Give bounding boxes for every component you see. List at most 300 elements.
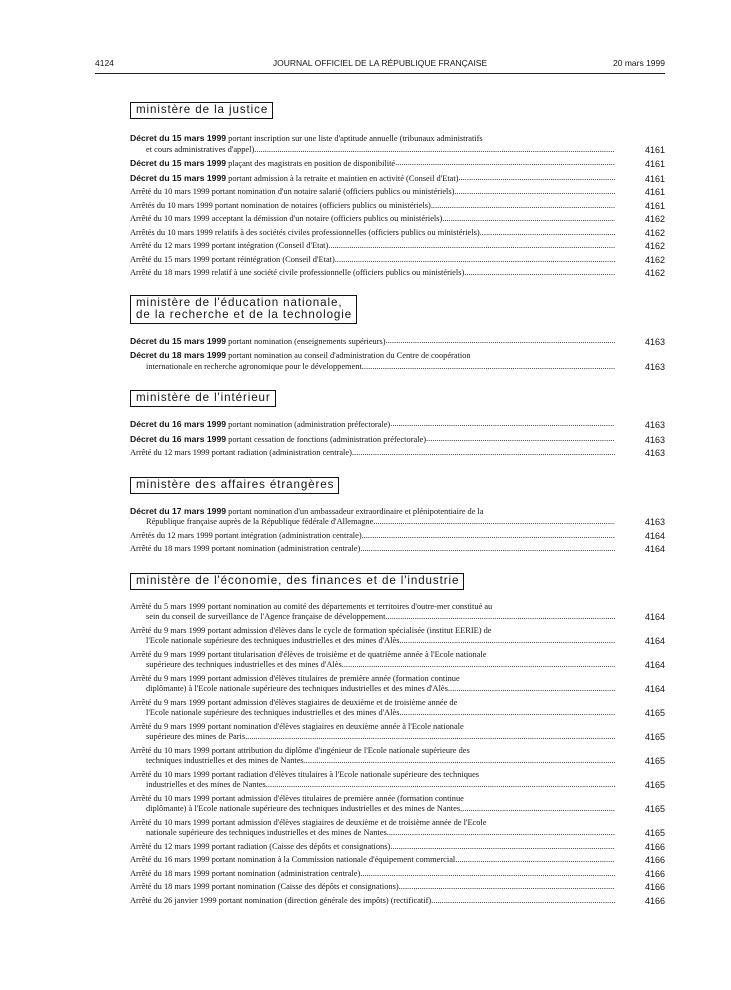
- page-reference: 4163: [644, 434, 665, 445]
- toc-entry: [130, 158, 665, 170]
- entry-text: [130, 133, 615, 155]
- entry-line-text: [130, 746, 470, 755]
- entry-text: [130, 201, 615, 212]
- entry-description: plaçant des magistrats en position de disponibilité: [226, 159, 396, 168]
- entry-description: Arrêté du 26 janvier 1999 portant nomination (direction générale des impôts) (rectificatif): [130, 895, 432, 905]
- leader-dots: [362, 362, 615, 373]
- toc-entry: [130, 531, 665, 542]
- entry-description: portant inscription sur une liste d'aptitude annuelle (tribunaux administratifs: [226, 134, 483, 143]
- entry-line-text: [146, 145, 254, 156]
- entry-text: [130, 602, 615, 623]
- entry-line-text: [130, 698, 457, 707]
- entry-line-text: [130, 722, 464, 731]
- entry-line-text: [146, 828, 387, 839]
- entry-description: diplômante) à l'Ecole nationale supérieure des techniques industrielles et des mines de Nantes: [146, 804, 461, 813]
- page-reference: 4166: [644, 868, 665, 879]
- entry-text: [130, 869, 615, 880]
- toc-entry: [130, 133, 665, 155]
- page-header: [95, 58, 665, 70]
- page-reference: 4163: [644, 420, 665, 430]
- entry-description: Arrêté du 12 mars 1999 portant intégration (Conseil d'Etat): [130, 241, 329, 250]
- entry-line-text: [146, 636, 400, 647]
- entry-description: Arrêté du 18 mars 1999 portant nomination (administration centrale): [130, 868, 361, 878]
- leader-dots: [454, 187, 615, 198]
- leader-dots: [480, 228, 615, 239]
- entry-line: [130, 746, 615, 757]
- toc-entry: [130, 842, 665, 853]
- entry-line: [130, 780, 615, 791]
- entry-line: [130, 660, 615, 671]
- entry-line-text: [130, 419, 390, 431]
- toc-entry: [130, 434, 665, 446]
- leader-dots: [400, 636, 616, 647]
- entry-text: [130, 794, 615, 815]
- entry-text: [130, 650, 615, 671]
- entry-line: [130, 612, 615, 623]
- leader-dots: [328, 241, 615, 252]
- page-reference: 4165: [644, 708, 665, 718]
- leader-dots: [426, 434, 615, 446]
- page-reference: 4162: [644, 268, 665, 278]
- entry-line-text: [130, 855, 455, 866]
- toc-entry: [130, 794, 665, 815]
- entry-line-text: [146, 362, 362, 373]
- entry-line-text: [130, 602, 492, 611]
- page-reference: 4163: [644, 517, 665, 527]
- entry-line-text: [130, 201, 431, 212]
- leader-dots: [390, 842, 615, 853]
- entry-line: [130, 626, 615, 637]
- entry-line-text: [146, 804, 460, 815]
- entry-line: [130, 896, 615, 907]
- leader-dots: [464, 268, 615, 279]
- ministry-heading-line: ministère de l'éducation nationale,: [136, 295, 343, 309]
- entry-description: nationale supérieure des techniques industrielles et des mines de Nantes: [146, 828, 387, 837]
- page-reference: 4162: [644, 227, 665, 238]
- ministry-section: [130, 295, 665, 373]
- entry-line-text: [130, 268, 464, 279]
- entry-line: [130, 650, 615, 661]
- entry-text: [130, 158, 615, 170]
- entry-line-text: [130, 650, 487, 659]
- page-reference: 4164: [644, 636, 665, 646]
- page-reference: 4166: [644, 841, 665, 852]
- entry-text: [130, 531, 615, 542]
- entry-line: [130, 187, 615, 198]
- toc-entry: [130, 650, 665, 671]
- ministry-heading: [130, 102, 273, 119]
- entry-text: [130, 674, 615, 695]
- entry-line: [130, 855, 615, 866]
- toc-entry: [130, 268, 665, 279]
- ministry-heading-line: ministère de la justice: [136, 103, 269, 116]
- entry-description: et cours administratives d'appel): [146, 144, 255, 154]
- entry-line: [130, 336, 615, 348]
- entry-description: Arrêté du 5 mars 1999 portant nomination au comité des départements et territoires d'outre-mer constitué au: [130, 601, 493, 611]
- entry-line-text: [130, 531, 362, 542]
- leader-dots: [399, 882, 615, 893]
- entry-text: [130, 855, 615, 866]
- entry-line-text: [130, 336, 386, 348]
- page-reference: 4165: [644, 804, 665, 814]
- toc-entry: [130, 187, 665, 198]
- entry-text: [130, 842, 615, 853]
- entry-description: portant nomination d'un ambassadeur extraordinaire et plénipotentiaire de la: [226, 506, 484, 516]
- entry-line-text: [130, 869, 360, 880]
- entry-line: [130, 544, 615, 555]
- entry-line-text: [130, 241, 328, 252]
- entry-line-text: [130, 674, 460, 683]
- page-reference: 4163: [644, 361, 665, 372]
- entry-line: [130, 255, 615, 266]
- entry-description: Arrêté du 9 mars 1999 portant nomination d'élèves stagiaires en deuxième année à l'Ecole nationale: [130, 721, 464, 731]
- entry-line: [130, 804, 615, 815]
- entry-text: [130, 506, 615, 528]
- leader-dots: [373, 517, 615, 528]
- entry-text: [130, 746, 615, 767]
- toc-entry: [130, 201, 665, 212]
- entry-description: supérieure des techniques industrielles et des mines d'Alès: [146, 660, 342, 669]
- entry-text: [130, 419, 615, 431]
- entry-line: [130, 173, 615, 185]
- entry-line-text: [146, 660, 342, 671]
- entry-text: [130, 722, 615, 743]
- entry-text: [130, 626, 615, 647]
- toc-entry: [130, 228, 665, 239]
- entry-description: industrielles et des mines de Nantes: [146, 780, 266, 789]
- entry-line-text: [130, 794, 464, 803]
- entry-text: [130, 434, 615, 446]
- entry-line-text: [130, 448, 352, 459]
- entry-line: [130, 842, 615, 853]
- entry-line: [130, 698, 615, 709]
- leader-dots: [400, 708, 616, 719]
- entry-text: [130, 544, 615, 555]
- entry-description: Arrêtés du 12 mars 1999 portant intégration (administration centrale): [130, 530, 362, 540]
- leader-dots: [431, 201, 615, 212]
- entry-line: [130, 828, 615, 839]
- entry-line-text: [146, 756, 304, 767]
- entry-text: [130, 882, 615, 893]
- toc-entry: [130, 448, 665, 459]
- entry-text: [130, 770, 615, 791]
- decree-title: Décret du 15 mars 1999: [130, 172, 227, 183]
- entry-text: [130, 896, 615, 907]
- entry-line: [130, 241, 615, 252]
- entry-description: portant nomination (administration préfectorale): [226, 420, 391, 429]
- toc-entry: [130, 818, 665, 839]
- entry-description: Arrêté du 18 mars 1999 portant nomination (administration centrale): [130, 544, 361, 553]
- entry-line: [130, 770, 615, 781]
- page-reference: 4163: [644, 336, 665, 347]
- table-of-contents: [130, 100, 665, 909]
- page-reference: 4165: [644, 732, 665, 742]
- entry-line: [130, 448, 615, 459]
- entry-text: [130, 350, 615, 372]
- leader-dots: [304, 756, 615, 767]
- leader-dots: [385, 612, 615, 623]
- entry-line: [130, 818, 615, 829]
- page-reference: 4165: [644, 780, 665, 790]
- entry-line-text: [130, 173, 458, 185]
- page-reference: 4161: [644, 144, 665, 155]
- toc-entry: [130, 722, 665, 743]
- page-reference: 4162: [644, 241, 665, 251]
- leader-dots: [460, 804, 615, 815]
- entry-line-text: [130, 544, 360, 555]
- entry-text: [130, 187, 615, 198]
- toc-entry: [130, 746, 665, 767]
- ministry-heading: [130, 390, 276, 407]
- entry-description: Arrêté du 18 mars 1999 portant nomination (Caisse des dépôts et consignations): [130, 882, 399, 891]
- toc-entry: [130, 255, 665, 266]
- entry-description: portant cessation de fonctions (administration préfectorale): [226, 434, 427, 444]
- toc-entry: [130, 214, 665, 225]
- toc-entry: [130, 855, 665, 866]
- entry-description: Arrêté du 10 mars 1999 portant admission d'élèves stagiaires de deuxième et de troisième année de l'Ecole: [130, 817, 487, 827]
- entry-line-text: [146, 708, 400, 719]
- decree-title: Décret du 15 mars 1999: [130, 133, 227, 143]
- page-reference: 4165: [644, 756, 665, 766]
- leader-dots: [387, 828, 615, 839]
- entry-description: Arrêté du 15 mars 1999 portant réintégration (Conseil d'Etat): [130, 254, 335, 264]
- toc-entry: [130, 674, 665, 695]
- entry-description: Arrêté du 9 mars 1999 portant admission d'élèves dans le cycle de formation spécialisée (institut EERIE) de: [130, 625, 492, 635]
- leader-dots: [266, 780, 615, 791]
- entry-line-text: [130, 818, 487, 827]
- entry-description: portant nomination au conseil d'administration du Centre de coopération: [226, 351, 471, 360]
- entry-line-text: [130, 507, 484, 516]
- leader-dots: [431, 896, 615, 907]
- entry-line: [130, 419, 615, 431]
- entry-line: [130, 506, 615, 518]
- entry-line-text: [130, 214, 442, 225]
- leader-dots: [362, 531, 615, 542]
- ministry-section: [130, 388, 665, 459]
- entry-line-text: [146, 684, 448, 695]
- header-rule: [95, 73, 665, 74]
- entry-description: Arrêté du 9 mars 1999 portant titularisation d'élèves de troisième et de quatrième année à l'Ecole nationale: [130, 649, 487, 659]
- ministry-heading: [130, 477, 339, 494]
- entry-text: [130, 228, 615, 239]
- entry-description: Arrêté du 16 mars 1999 portant nomination à la Commission nationale d'équipement commercial: [130, 855, 456, 864]
- page-reference: 4164: [644, 544, 665, 554]
- entry-description: sein du conseil de surveillance de l'Agence française de développement: [146, 612, 386, 621]
- entry-description: Arrêté du 9 mars 1999 portant admission d'élèves titulaires de première année (formation continue: [130, 673, 460, 683]
- entry-line: [130, 756, 615, 767]
- entry-line: [130, 684, 615, 695]
- entry-line: [130, 794, 615, 805]
- page-reference: 4166: [644, 882, 665, 892]
- toc-entry: [130, 869, 665, 880]
- decree-title: Décret du 16 mars 1999: [130, 419, 227, 429]
- entry-line-text: [130, 842, 390, 853]
- leader-dots: [360, 544, 615, 555]
- page-reference: 4161: [644, 187, 665, 197]
- page-reference: 4162: [644, 254, 665, 265]
- entry-description: l'Ecole nationale supérieure des techniques industrielles et des mines d'Alès: [146, 708, 400, 717]
- entry-line: [130, 434, 615, 446]
- page-reference: 4166: [644, 855, 665, 865]
- journal-title: JOURNAL OFFICIEL DE LA RÉPUBLIQUE FRANÇAISE: [272, 58, 488, 68]
- entry-line-text: [130, 896, 431, 907]
- entry-text: [130, 268, 615, 279]
- entry-line: [130, 158, 615, 170]
- entry-line: [130, 268, 615, 279]
- entry-description: techniques industrielles et des mines de Nantes: [146, 756, 304, 765]
- page-reference: 4161: [644, 200, 665, 211]
- toc-entry: [130, 241, 665, 252]
- decree-title: Décret du 18 mars 1999: [130, 350, 227, 360]
- page-reference: 4164: [644, 684, 665, 694]
- entry-description: République française auprès de la République fédérale d'Allemagne: [146, 517, 374, 526]
- ministry-heading-line: ministère des affaires étrangères: [136, 477, 335, 491]
- leader-dots: [360, 869, 615, 880]
- page-reference: 4164: [644, 660, 665, 670]
- entry-description: Arrêté du 12 mars 1999 portant radiation (Caisse des dépôts et consignations): [130, 841, 391, 851]
- page-reference: 4161: [644, 173, 665, 184]
- entry-text: [130, 214, 615, 225]
- entry-line-text: [146, 612, 385, 623]
- entry-line-text: [130, 187, 454, 198]
- entry-description: Arrêté du 18 mars 1999 relatif à une société civile professionnelle (officiers publics ou ministériels): [130, 268, 465, 277]
- page-reference: 4162: [644, 214, 665, 224]
- entry-line: [130, 145, 615, 156]
- entry-line-text: [130, 434, 426, 446]
- toc-entry: [130, 882, 665, 893]
- entry-line: [130, 722, 615, 733]
- ministry-heading: [130, 295, 357, 324]
- entry-line: [130, 228, 615, 239]
- ministry-heading-line: de la recherche et de la technologie: [136, 307, 353, 321]
- leader-dots: [386, 336, 615, 348]
- entry-line: [130, 708, 615, 719]
- ministry-section: [130, 571, 665, 907]
- entry-description: internationale en recherche agronomique pour le développement: [146, 361, 362, 371]
- leader-dots: [245, 732, 615, 743]
- entry-text: [130, 698, 615, 719]
- issue-date: 20 mars 1999: [613, 58, 665, 68]
- entry-line-text: [130, 255, 335, 266]
- entry-description: l'Ecole nationale supérieure des techniques industrielles et des mines d'Alès: [146, 636, 400, 645]
- toc-entry: [130, 419, 665, 431]
- entry-description: Arrêté du 10 mars 1999 portant nomination d'un notaire salarié (officiers publics ou ministériels): [130, 187, 455, 196]
- entry-text: [130, 818, 615, 839]
- entry-line-text: [130, 134, 483, 143]
- page-reference: 4165: [644, 828, 665, 838]
- toc-entry: [130, 770, 665, 791]
- page-reference: 4163: [644, 448, 665, 458]
- leader-dots: [455, 855, 615, 866]
- ministry-section: [130, 475, 665, 555]
- toc-entry: [130, 626, 665, 647]
- ministry-heading: [130, 573, 464, 590]
- page-number: 4124: [95, 58, 114, 68]
- entry-line-text: [146, 517, 373, 528]
- entry-description: Arrêté du 12 mars 1999 portant radiation (administration centrale): [130, 448, 352, 457]
- entry-line-text: [146, 780, 266, 791]
- leader-dots: [395, 158, 615, 170]
- entry-description: diplômante) à l'Ecole nationale supérieure des techniques industrielles et des mines d'Alès: [146, 684, 448, 693]
- entry-line-text: [130, 351, 471, 360]
- entry-description: portant admission à la retraite et maintien en activité (Conseil d'Etat): [226, 173, 459, 183]
- leader-dots: [352, 448, 615, 459]
- entry-line-text: [130, 626, 492, 635]
- leader-dots: [390, 419, 615, 431]
- entry-line-text: [146, 732, 245, 743]
- toc-entry: [130, 350, 665, 372]
- page-reference: 4161: [644, 159, 665, 169]
- decree-title: Décret du 16 mars 1999: [130, 433, 227, 444]
- entry-line: [130, 674, 615, 685]
- decree-title: Décret du 15 mars 1999: [130, 335, 227, 346]
- toc-entry: [130, 544, 665, 555]
- ministry-heading-line: ministère de l'économie, des finances et de l'industrie: [136, 573, 460, 587]
- toc-entry: [130, 602, 665, 623]
- entry-description: Arrêtés du 10 mars 1999 portant nomination de notaires (officiers publics ou ministériels): [130, 200, 431, 210]
- toc-entry: [130, 896, 665, 907]
- entry-line: [130, 636, 615, 647]
- decree-title: Décret du 15 mars 1999: [130, 158, 227, 168]
- entry-text: [130, 173, 615, 185]
- page-reference: 4164: [644, 530, 665, 541]
- toc-entry: [130, 506, 665, 528]
- entry-text: [130, 336, 615, 348]
- entry-line-text: [130, 770, 479, 779]
- entry-line: [130, 133, 615, 145]
- entry-line-text: [130, 158, 395, 170]
- leader-dots: [342, 660, 615, 671]
- entry-line: [130, 882, 615, 893]
- ministry-section: [130, 100, 665, 279]
- entry-line-text: [130, 228, 480, 239]
- entry-line-text: [130, 882, 399, 893]
- toc-entry: [130, 698, 665, 719]
- entry-line: [130, 602, 615, 613]
- leader-dots: [254, 145, 615, 156]
- entry-description: Arrêté du 10 mars 1999 portant admission d'élèves titulaires de première année (formation continue: [130, 793, 464, 803]
- toc-entry: [130, 336, 665, 348]
- entry-description: Arrêté du 10 mars 1999 portant attribution du diplôme d'ingénieur de l'Ecole nationale supérieure des: [130, 745, 470, 755]
- entry-description: supérieure des mines de Paris: [146, 732, 246, 741]
- leader-dots: [448, 684, 615, 695]
- entry-line: [130, 732, 615, 743]
- leader-dots: [335, 255, 615, 266]
- entry-line: [130, 869, 615, 880]
- toc-entry: [130, 173, 665, 185]
- entry-text: [130, 255, 615, 266]
- ministry-heading-line: ministère de l'intérieur: [136, 391, 271, 404]
- entry-line: [130, 531, 615, 542]
- entry-text: [130, 448, 615, 459]
- entry-description: Arrêté du 10 mars 1999 acceptant la démission d'un notaire (officiers publics ou ministériels): [130, 214, 443, 223]
- leader-dots: [458, 173, 615, 185]
- entry-description: portant nomination (enseignements supérieurs): [226, 336, 386, 346]
- entry-description: Arrêté du 10 mars 1999 portant radiation d'élèves titulaires à l'Ecole nationale supérieure des techniques: [130, 769, 480, 779]
- page-reference: 4164: [644, 612, 665, 622]
- page-reference: 4166: [644, 895, 665, 906]
- entry-line: [130, 201, 615, 212]
- entry-text: [130, 241, 615, 252]
- entry-line: [130, 214, 615, 225]
- leader-dots: [442, 214, 615, 225]
- decree-title: Décret du 17 mars 1999: [130, 505, 227, 516]
- entry-line: [130, 517, 615, 528]
- entry-description: Arrêté du 9 mars 1999 portant admission d'élèves stagiaires de deuxième et de troisième année de: [130, 697, 458, 707]
- entry-line: [130, 350, 615, 362]
- entry-description: Arrêtés du 10 mars 1999 relatifs à des sociétés civiles professionnelles (officiers publics ou ministériels): [130, 227, 480, 237]
- entry-line: [130, 362, 615, 373]
